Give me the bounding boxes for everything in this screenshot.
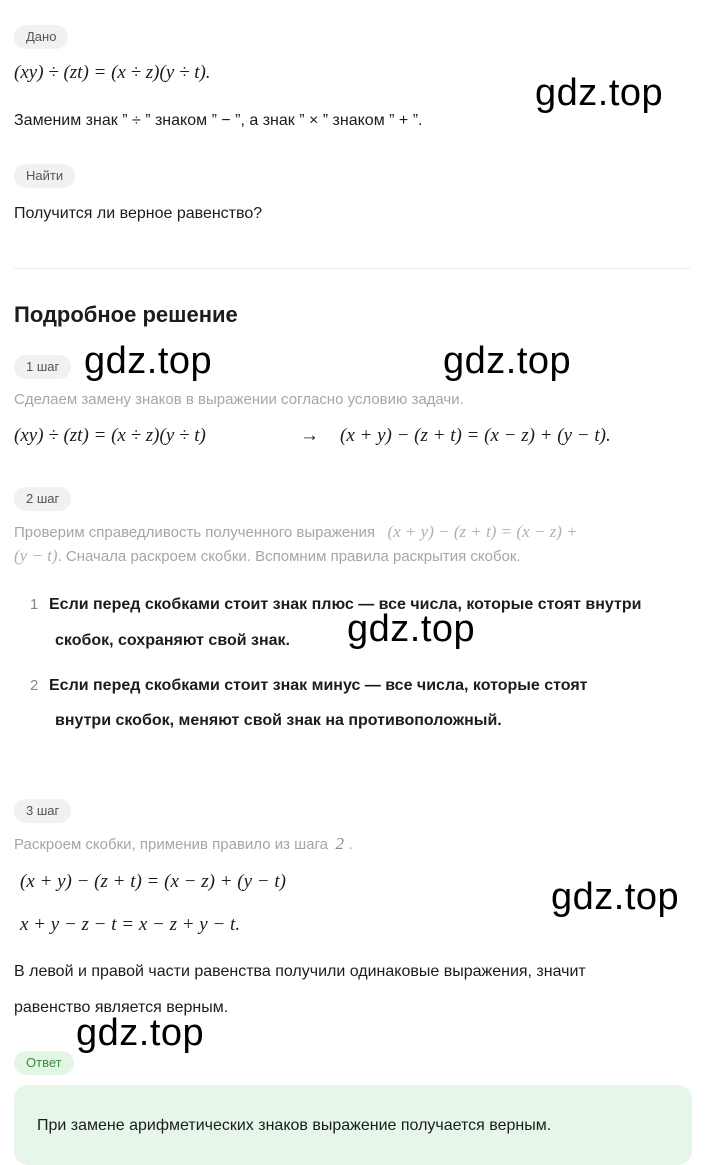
solution-title: Подробное решение <box>14 302 238 327</box>
rule2-number: 2 <box>30 677 39 694</box>
watermark: gdz.top <box>347 608 476 650</box>
watermark: gdz.top <box>443 340 572 382</box>
answer-text: При замене арифметических знаков выражение получается верным. <box>37 1117 552 1134</box>
watermark: gdz.top <box>551 876 680 918</box>
given-formula: (xy) ÷ (zt) = (x ÷ z)(y ÷ t). <box>14 62 211 83</box>
rule2-line2: внутри скобок, меняют свой знак на противоположный. <box>55 712 502 729</box>
step2-text-a: Проверим справедливость полученного выражения <box>14 524 376 541</box>
step3-badge: 3 шаг <box>14 799 71 823</box>
watermark: gdz.top <box>84 340 213 382</box>
answer-box <box>14 1085 692 1165</box>
step3-conclusion-line1: В левой и правой части равенства получили одинаковые выражения, значит <box>14 963 586 980</box>
rule1-line1: Если перед скобками стоит знак плюс — все числа, которые стоят внутри <box>49 596 642 613</box>
given-badge: Дано <box>14 25 68 49</box>
step1-badge: 1 шаг <box>14 355 71 379</box>
step2-formula-a: (x + y) − (z + t) = (x − z) + <box>387 522 578 541</box>
step2-text-b: . Сначала раскроем скобки. Вспомним правила раскрытия скобок. <box>57 548 521 565</box>
step2-paragraph-line2 <box>14 546 521 566</box>
step2-paragraph-line1 <box>14 522 578 542</box>
rule1-line2: скобок, сохраняют свой знак. <box>55 632 290 649</box>
rule2-line1: Если перед скобками стоит знак минус — все числа, которые стоят <box>49 677 588 694</box>
answer-badge: Ответ <box>14 1051 74 1075</box>
step3-formula1: (x + y) − (z + t) = (x − z) + (y − t) <box>20 871 286 892</box>
step3-conclusion-line2: равенство является верным. <box>14 999 229 1016</box>
rule1-number: 1 <box>30 596 39 613</box>
step1-arrow: → <box>300 425 319 446</box>
watermark: gdz.top <box>535 72 664 114</box>
step3-text-line <box>14 834 353 854</box>
given-replace-text: Заменим знак ” ÷ ” знаком ” − ”, а знак ” × ” знаком ” + ”. <box>14 112 423 129</box>
step2-formula-b: (y − t) <box>14 546 58 565</box>
step2-badge: 2 шаг <box>14 487 71 511</box>
section-divider <box>14 268 690 269</box>
find-question: Получится ли верное равенство? <box>14 205 263 222</box>
step3-text: Раскроем скобки, применив правило из шага <box>14 836 329 853</box>
watermark: gdz.top <box>76 1012 205 1054</box>
step1-formula-right: (x + y) − (z + t) = (x − z) + (y − t). <box>340 425 611 446</box>
find-badge: Найти <box>14 164 75 188</box>
step3-formula2: x + y − z − t = x − z + y − t. <box>20 914 241 935</box>
step1-formula-left: (xy) ÷ (zt) = (x ÷ z)(y ÷ t) <box>14 425 206 446</box>
step1-text: Сделаем замену знаков в выражении согласно условию задачи. <box>14 391 464 408</box>
step3-dot: . <box>348 836 353 853</box>
step3-step-ref: 2 <box>335 834 344 853</box>
